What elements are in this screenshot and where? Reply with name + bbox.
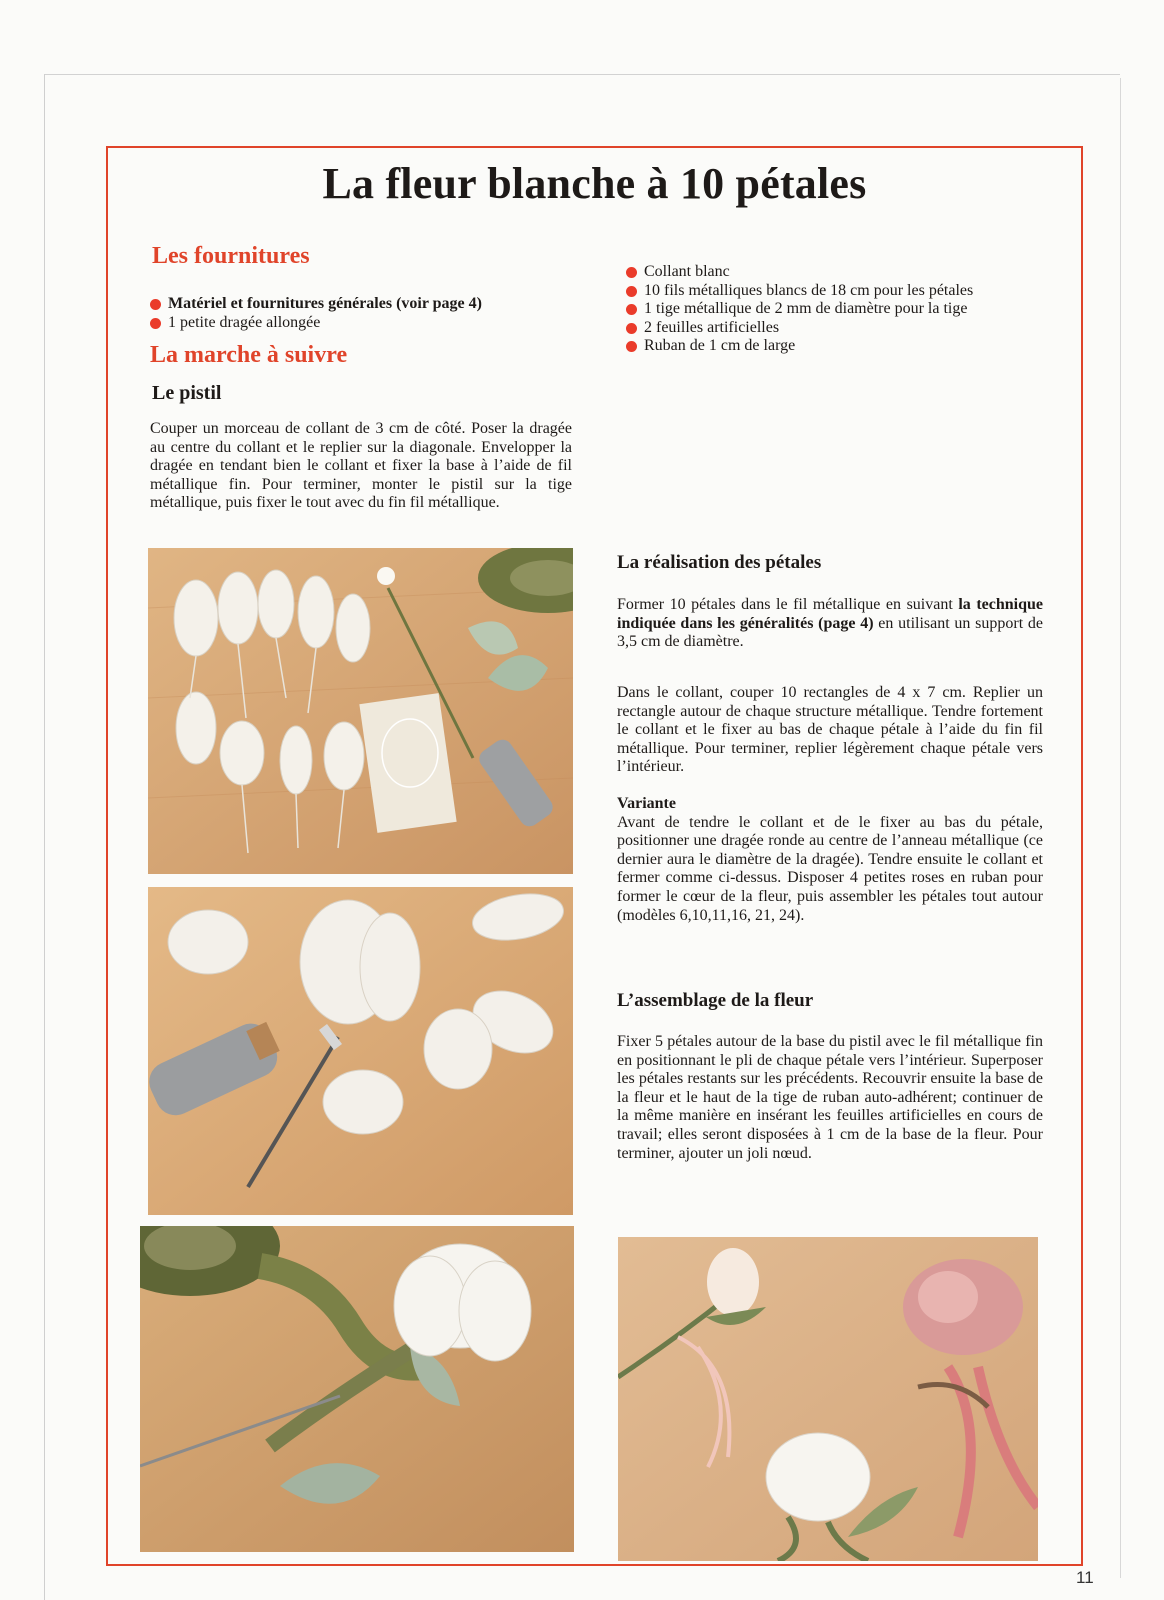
page-number: 11 bbox=[1076, 1568, 1094, 1587]
photo-flower-assembly bbox=[148, 887, 573, 1215]
fournitures-heading: Les fournitures bbox=[152, 243, 310, 269]
petales-text-2: Dans le collant, couper 10 rectangles de 4 x 7 cm. Replier un rectangle autour de chaque structure métallique. Tendre fortement le collant et le fixer au bas de chaque pétale à l’aide du fin fil métallique. Pour terminer, replier légèrement chaque pétale vers l’intérieur. bbox=[617, 684, 1043, 776]
pistil-text: Couper un morceau de collant de 3 cm de côté. Poser la dragée au centre du collant et le replier sur la diagonale. Envelopper la dragée en tendant bien le collant et fixer la base à l’aide de fil métallique fin. Pour terminer, monter le pistil sur la tige métallique, puis fixer le tout avec du fin fil métallique. bbox=[150, 420, 572, 512]
petales-heading: La réalisation des pétales bbox=[617, 552, 822, 573]
variante-block bbox=[617, 795, 1043, 925]
list-item: 1 petite dragée allongée bbox=[150, 314, 570, 333]
scan-edge bbox=[1120, 78, 1121, 1578]
scan-edge bbox=[44, 74, 1120, 75]
photo-flower-taping bbox=[140, 1226, 574, 1552]
list-item: Collant blanc bbox=[626, 263, 1066, 282]
fournitures-list-left bbox=[150, 295, 570, 332]
marche-heading: La marche à suivre bbox=[150, 342, 348, 368]
assemblage-text: Fixer 5 pétales autour de la base du pistil avec le fil métallique fin en positionnant le pli de chaque pétale vers l’intérieur. Superposer les pétales restants sur les précédents. Recouvrir ensuite la base de la fleur et le haut de la tige de ruban auto-adhérent; continuer de la même manière en insérant les feuilles artificielles en cours de travail; elles seront disposées à 1 cm de la base de la fleur. Pour terminer, ajouter un joli nœud. bbox=[617, 1033, 1043, 1162]
list-item: Ruban de 1 cm de large bbox=[626, 337, 1066, 356]
variante-text: Avant de tendre le collant et de le fixer au bas du pétale, positionner une dragée ronde au centre de l’anneau métallique (ce dernier aura le diamètre de la dragée). Tendre ensuite le collant et fermer comme ci-dessus. Disposer 4 petites roses en ruban pour former le cœur de la fleur, puis assembler les pétales tout autour (modèles 6,10,11,16, 21, 24). bbox=[617, 813, 1043, 924]
pistil-heading: Le pistil bbox=[152, 382, 222, 404]
variante-heading: Variante bbox=[617, 795, 676, 812]
page-title: La fleur blanche à 10 pétales bbox=[322, 159, 867, 208]
list-item: Matériel et fournitures générales (voir page 4) bbox=[150, 295, 570, 314]
fournitures-list-right bbox=[626, 263, 1066, 356]
photo-finished-flowers bbox=[618, 1237, 1038, 1561]
list-item: 1 tige métallique de 2 mm de diamètre pour la tige bbox=[626, 300, 1066, 319]
scan-edge bbox=[44, 74, 45, 1600]
petales-text-1: Former 10 pétales dans le fil métallique en suivant la technique indiquée dans les généralités (page 4) en utilisant un support de 3,5 cm de diamètre. bbox=[617, 596, 1044, 651]
list-item: 10 fils métalliques blancs de 18 cm pour les pétales bbox=[626, 282, 1066, 301]
list-item: 2 feuilles artificielles bbox=[626, 319, 1066, 338]
photo-petals-wire-structures bbox=[148, 548, 573, 874]
assemblage-heading: L’assemblage de la fleur bbox=[617, 990, 814, 1011]
